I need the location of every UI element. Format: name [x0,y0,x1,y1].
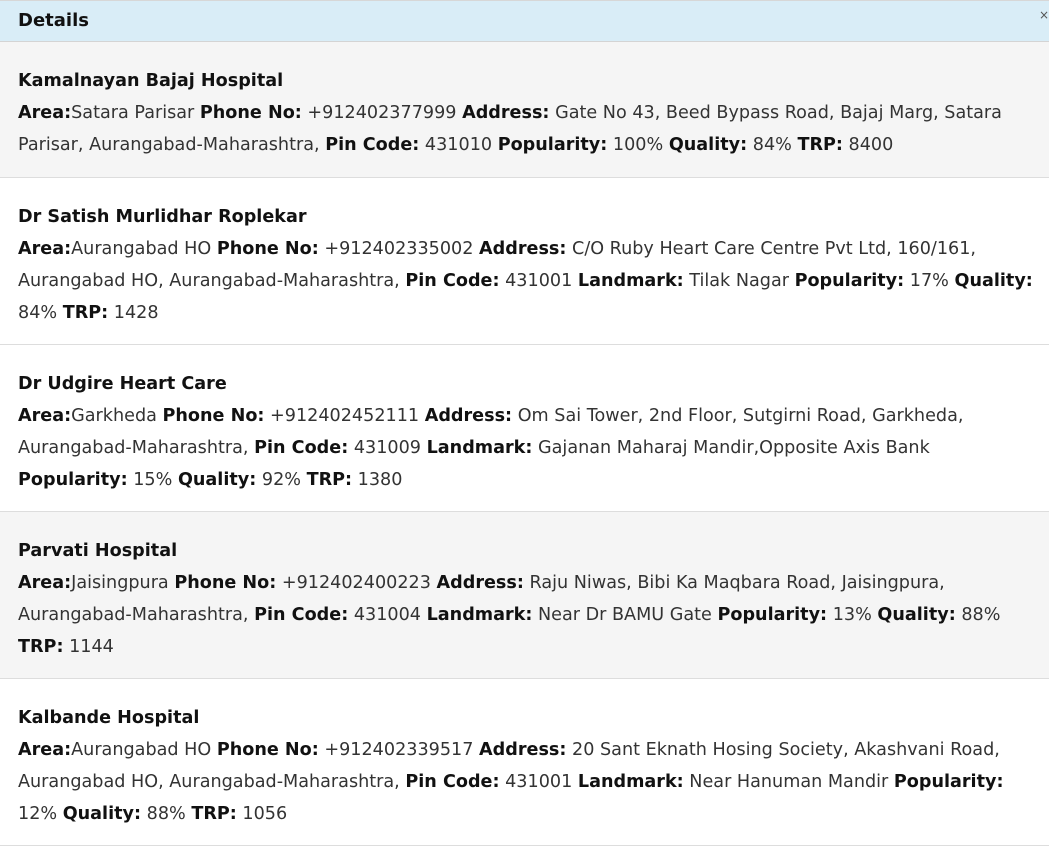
quality-value: 84% [752,135,792,155]
trp-value: 1144 [69,637,114,657]
area-value: Aurangabad HO [71,239,212,259]
close-icon[interactable]: × [1038,8,1049,22]
trp-value: 1380 [357,470,403,490]
quality-label: Quality: [877,605,956,625]
area-label: Area: [18,573,72,593]
pin-label: Pin Code: [405,271,500,291]
table-row [0,679,1049,846]
table-header [0,1,1049,42]
landmark-label: Landmark: [426,438,533,458]
trp-value: 8400 [848,135,894,155]
trp-label: TRP: [797,135,843,155]
area-value: Jaisingpura [71,573,169,593]
area-label: Area: [18,239,72,259]
table-row [0,345,1049,512]
quality-value: 88% [961,605,1001,625]
entry-details [18,233,1041,329]
landmark-label: Landmark: [426,605,533,625]
trp-label: TRP: [62,303,109,323]
phone-value: +912402452111 [270,406,420,426]
area-label: Area: [18,103,72,123]
quality-label: Quality: [668,135,748,155]
entry-name[interactable]: Kamalnayan Bajaj Hospital [18,71,284,91]
trp-label: TRP: [191,804,237,824]
popularity-label: Popularity: [794,271,905,291]
address-value: Om Sai Tower, 2nd Floor, Sutgirni Road, Garkheda, Aurangabad-Maharashtra, [18,406,964,458]
phone-label: Phone No: [199,103,302,123]
table-row [0,178,1049,345]
pin-value: 431009 [353,438,421,458]
address-value: Gate No 43, Beed Bypass Road, Bajaj Marg, Satara Parisar, Aurangabad-Maharashtra, [18,103,1002,155]
quality-value: 88% [146,804,186,824]
phone-label: Phone No: [216,239,319,259]
quality-label: Quality: [62,804,142,824]
address-label: Address: [479,740,567,760]
address-label: Address: [462,103,550,123]
entry-details [18,400,1041,496]
pin-value: 431010 [424,135,493,155]
entry-name[interactable]: Dr Udgire Heart Care [18,374,227,394]
pin-label: Pin Code: [405,772,500,792]
popularity-label: Popularity: [18,470,128,490]
trp-label: TRP: [18,637,64,657]
table-row [0,512,1049,679]
area-value: Garkheda [71,406,157,426]
pin-label: Pin Code: [254,605,349,625]
pin-label: Pin Code: [254,438,349,458]
header-title: Details [18,10,89,31]
entry-name[interactable]: Dr Satish Murlidhar Roplekar [18,207,307,227]
area-value: Satara Parisar [71,103,195,123]
entry-details [18,734,1041,830]
address-label: Address: [436,573,524,593]
phone-label: Phone No: [216,740,319,760]
address-value: Raju Niwas, Bibi Ka Maqbara Road, Jaisingpura, Aurangabad-Maharashtra, [18,573,945,625]
table-row [0,42,1049,178]
landmark-value: Gajanan Maharaj Mandir,Opposite Axis Bank [538,438,930,458]
landmark-label: Landmark: [577,271,684,291]
quality-value: 92% [261,470,301,490]
address-label: Address: [424,406,513,426]
popularity-value: 13% [832,605,872,625]
popularity-label: Popularity: [893,772,1004,792]
area-value: Aurangabad HO [71,740,212,760]
pin-label: Pin Code: [325,135,420,155]
phone-value: +912402335002 [324,239,474,259]
quality-value: 84% [18,303,58,323]
pin-value: 431001 [505,772,573,792]
popularity-value: 15% [133,470,173,490]
address-value: C/O Ruby Heart Care Centre Pvt Ltd, 160/161, Aurangabad HO, Aurangabad-Maharashtra, [18,239,976,291]
popularity-label: Popularity: [717,605,828,625]
landmark-value: Tilak Nagar [689,271,789,291]
area-label: Area: [18,740,72,760]
entry-details [18,567,1041,663]
quality-label: Quality: [177,470,257,490]
phone-value: +912402377999 [307,103,457,123]
trp-value: 1428 [113,303,159,323]
area-label: Area: [18,406,72,426]
phone-label: Phone No: [162,406,265,426]
trp-label: TRP: [306,470,353,490]
phone-value: +912402400223 [281,573,431,593]
entry-name[interactable]: Kalbande Hospital [18,708,200,728]
trp-value: 1056 [242,804,288,824]
entry-details [18,97,1041,161]
landmark-value: Near Dr BAMU Gate [538,605,712,625]
pin-value: 431001 [505,271,573,291]
popularity-label: Popularity: [497,135,608,155]
landmark-label: Landmark: [577,772,684,792]
entry-name[interactable]: Parvati Hospital [18,541,178,561]
phone-label: Phone No: [174,573,277,593]
popularity-value: 12% [18,804,58,824]
address-label: Address: [479,239,567,259]
phone-value: +912402339517 [324,740,474,760]
address-value: 20 Sant Eknath Hosing Society, Akashvani Road, Aurangabad HO, Aurangabad-Maharashtra, [18,740,1000,792]
popularity-value: 100% [612,135,664,155]
landmark-value: Near Hanuman Mandir [689,772,889,792]
popularity-value: 17% [909,271,949,291]
quality-label: Quality: [954,271,1033,291]
pin-value: 431004 [353,605,421,625]
